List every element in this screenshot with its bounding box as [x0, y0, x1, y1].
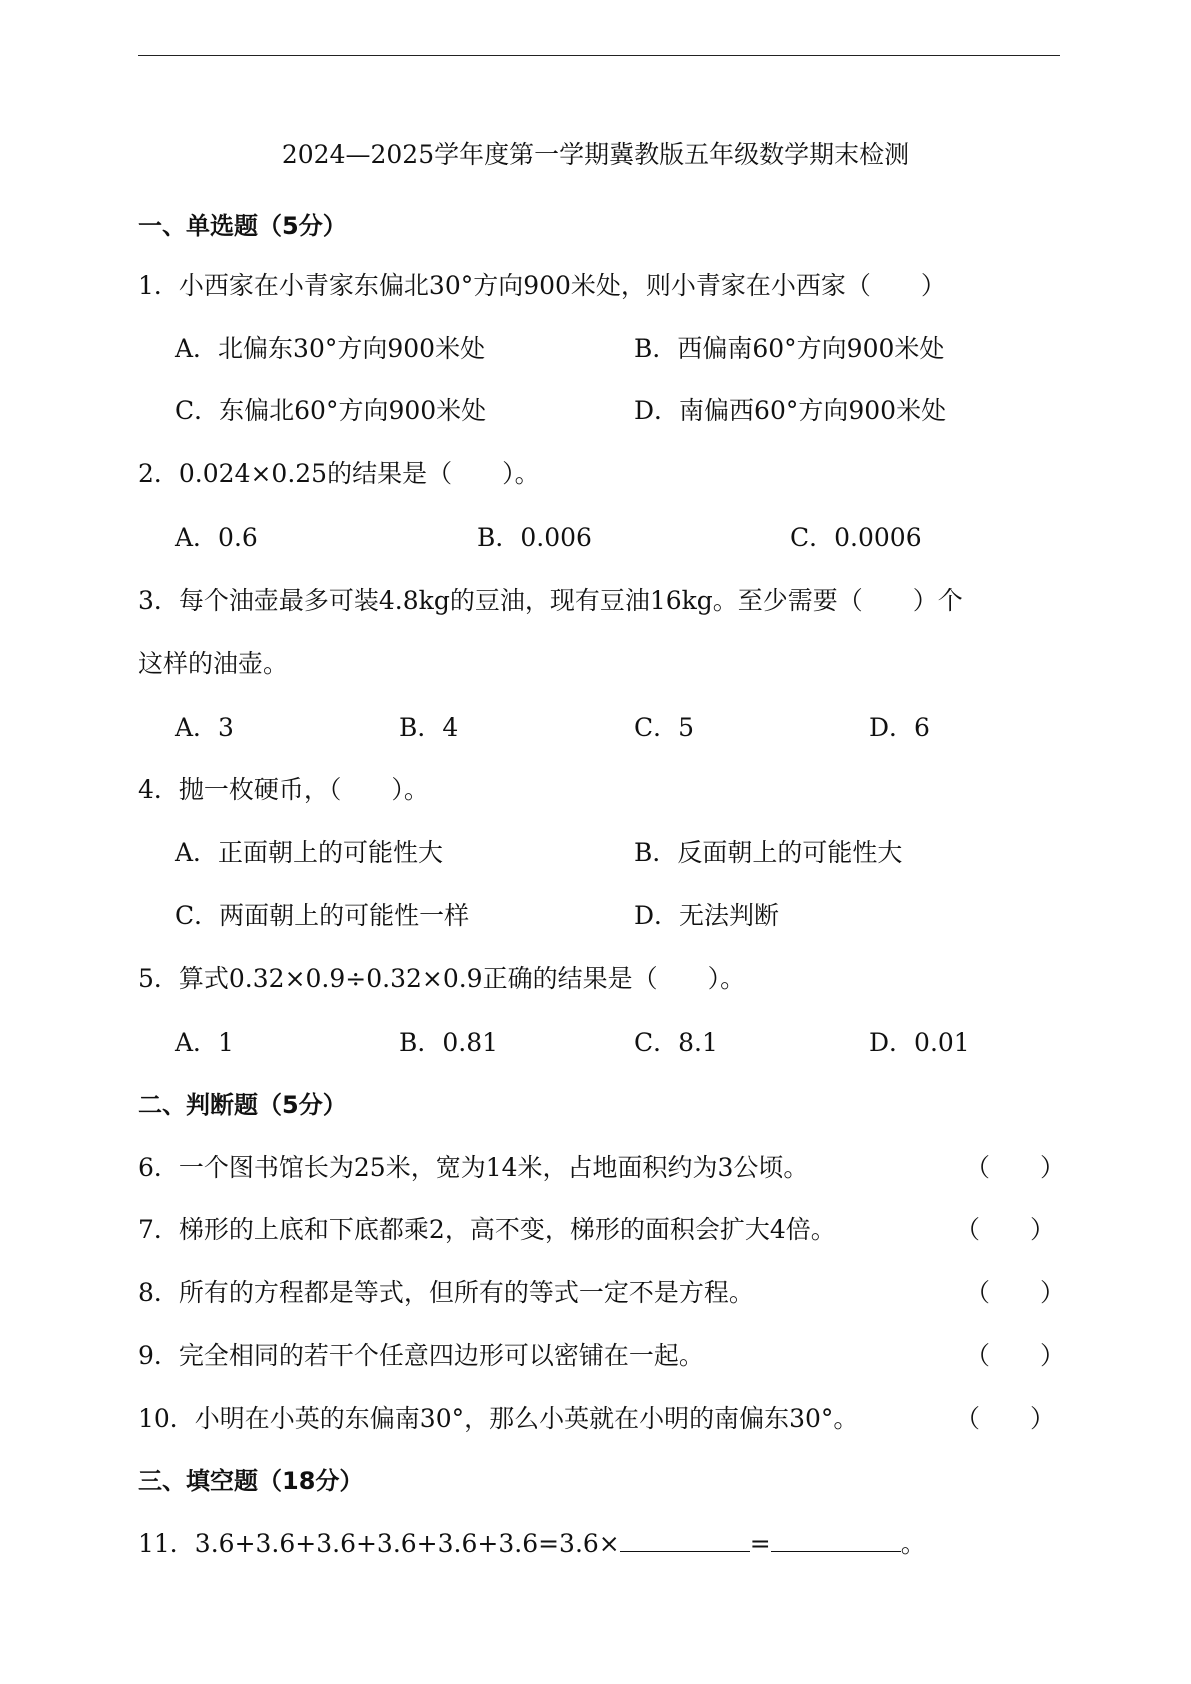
- q5-option-c: C．8.1: [634, 1028, 718, 1057]
- q11-expression: 11．3.6+3.6+3.6+3.6+3.6+3.6=3.6×: [138, 1529, 620, 1558]
- q4-option-d: D．无法判断: [634, 901, 780, 930]
- q11-blank-2[interactable]: [771, 1529, 901, 1552]
- question-2: 2．0.024×0.25的结果是（ ）。: [138, 459, 540, 488]
- q8-answer-paren[interactable]: （ ）: [965, 1278, 1066, 1307]
- q5-option-b: B．0.81: [399, 1028, 499, 1057]
- question-3-cont: 这样的油壶。: [138, 649, 289, 678]
- question-7: 7．梯形的上底和下底都乘2，高不变，梯形的面积会扩大4倍。: [138, 1215, 836, 1244]
- section-true-false: 二、判断题（5分）: [138, 1091, 347, 1119]
- question-10: 10．小明在小英的东偏南30°，那么小英就在小明的南偏东30°。: [138, 1404, 859, 1433]
- q1-option-d: D．南偏西60°方向900米处: [634, 396, 947, 425]
- q1-option-a: A．北偏东30°方向900米处: [175, 334, 486, 363]
- q1-option-c: C．东偏北60°方向900米处: [175, 396, 487, 425]
- q3-option-c: C．5: [634, 713, 695, 742]
- q3-option-a: A．3: [175, 713, 234, 742]
- q2-option-b: B．0.006: [477, 523, 592, 552]
- exam-title: 2024—2025学年度第一学期冀教版五年级数学期末检测: [281, 140, 910, 169]
- q11-blank-1[interactable]: [620, 1529, 750, 1552]
- q4-option-c: C．两面朝上的可能性一样: [175, 901, 470, 930]
- question-5: 5．算式0.32×0.9÷0.32×0.9正确的结果是（ ）。: [138, 964, 746, 993]
- q5-option-d: D．0.01: [869, 1028, 970, 1057]
- q2-option-c: C．0.0006: [790, 523, 922, 552]
- question-6: 6．一个图书馆长为25米，宽为14米，占地面积约为3公顷。: [138, 1153, 809, 1182]
- q2-option-a: A．0.6: [175, 523, 258, 552]
- q4-option-a: A．正面朝上的可能性大: [175, 838, 444, 867]
- q7-answer-paren[interactable]: （ ）: [955, 1215, 1056, 1244]
- question-11: [138, 1528, 926, 1560]
- q6-answer-paren[interactable]: （ ）: [965, 1153, 1066, 1182]
- q5-option-a: A．1: [175, 1028, 234, 1057]
- q3-option-b: B．4: [399, 713, 459, 742]
- q9-answer-paren[interactable]: （ ）: [965, 1341, 1066, 1370]
- question-1: 1．小西家在小青家东偏北30°方向900米处，则小青家在小西家（ ）: [138, 271, 946, 300]
- q1-option-b: B．西偏南60°方向900米处: [634, 334, 945, 363]
- q10-answer-paren[interactable]: （ ）: [955, 1404, 1056, 1433]
- q11-equals: =: [749, 1529, 771, 1558]
- q11-end: 。: [900, 1529, 926, 1558]
- question-3: 3．每个油壶最多可装4.8kg的豆油，现有豆油16kg。至少需要（ ）个: [138, 586, 963, 615]
- q4-option-b: B．反面朝上的可能性大: [634, 838, 903, 867]
- question-4: 4．抛一枚硬币，（ ）。: [138, 775, 429, 804]
- section-single-choice: 一、单选题（5分）: [138, 212, 347, 240]
- question-9: 9．完全相同的若干个任意四边形可以密铺在一起。: [138, 1341, 704, 1370]
- section-fill-blank: 三、填空题（18分）: [138, 1467, 364, 1495]
- header-rule: [138, 55, 1060, 56]
- question-8: 8．所有的方程都是等式，但所有的等式一定不是方程。: [138, 1278, 754, 1307]
- q3-option-d: D．6: [869, 713, 930, 742]
